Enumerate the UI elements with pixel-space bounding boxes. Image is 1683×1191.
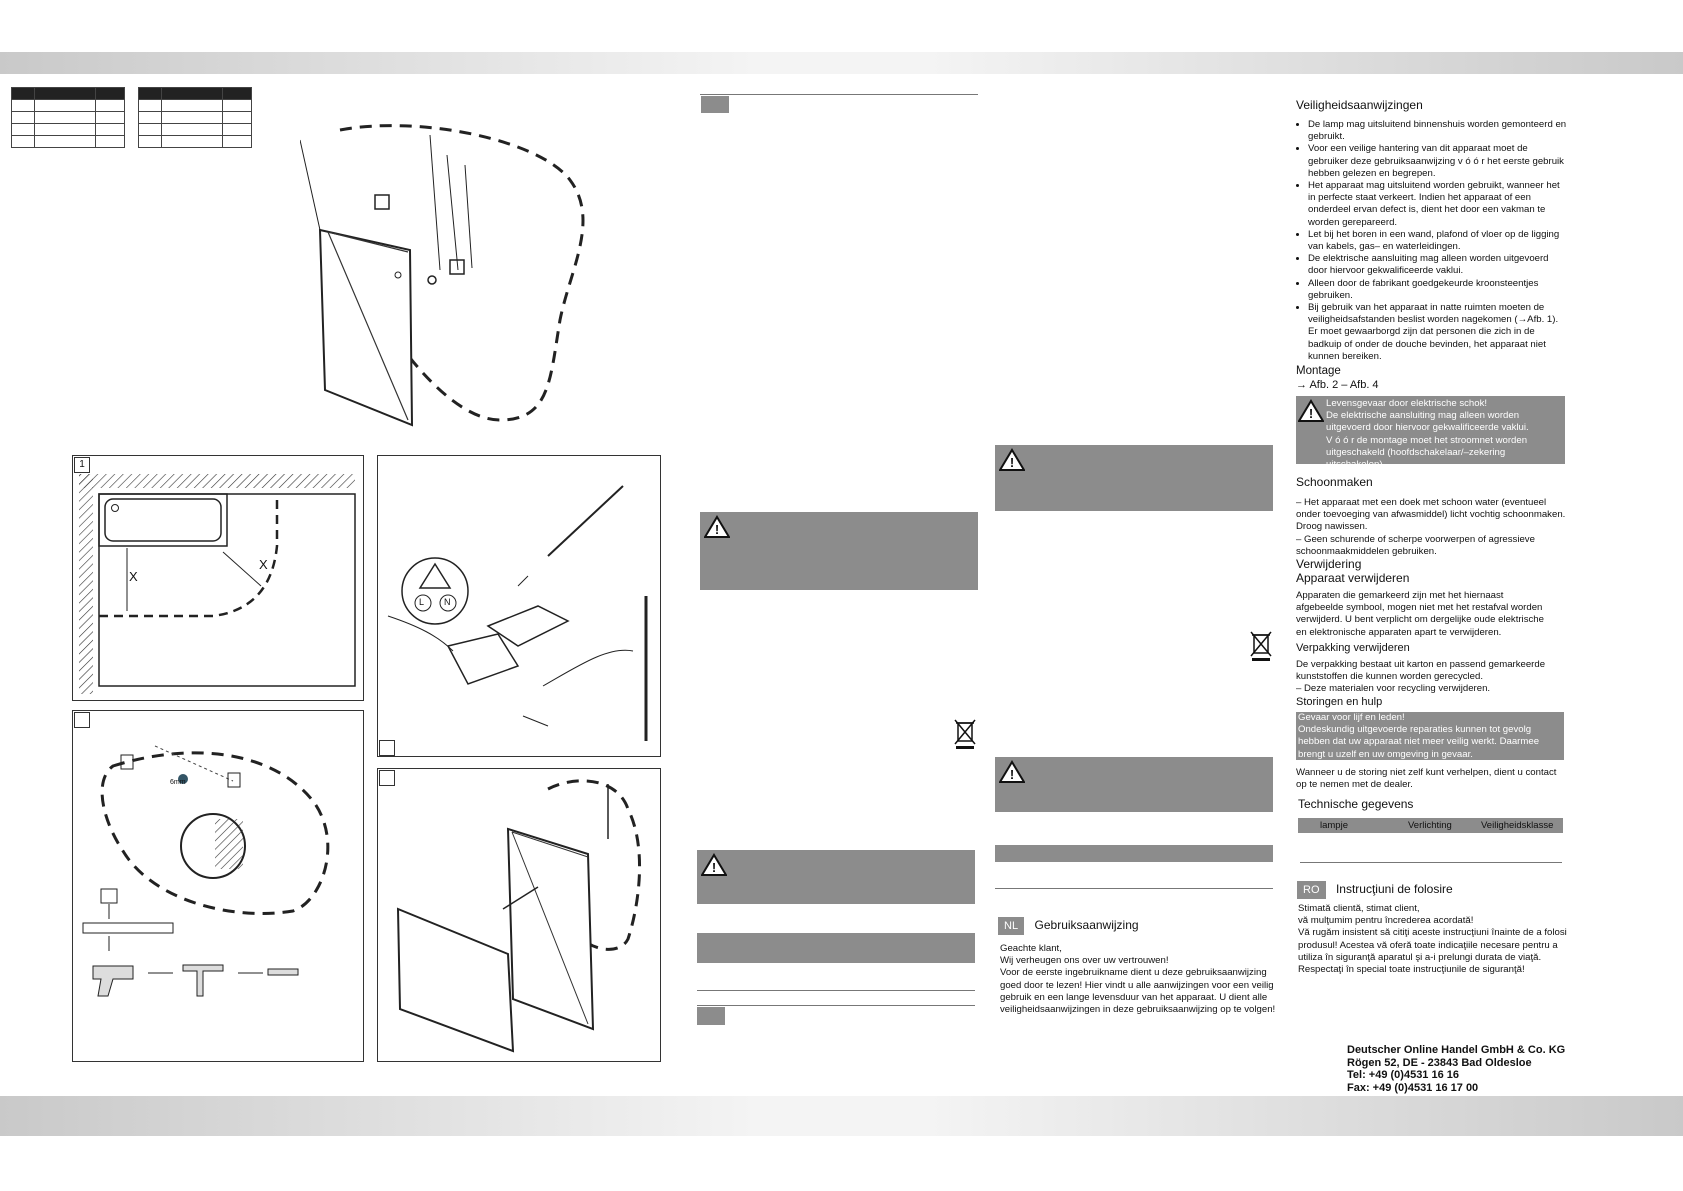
montage-warning-line: De elektrische aansluiting mag alleen worden uitgevoerd door hiervoor gekwalificeerde vaklui. bbox=[1326, 410, 1529, 434]
montage-warning-line: V ó ó r de montage moet het stroomnet worden uitgeschakeld (hoofdschakelaar/–zekering uitschakelen). bbox=[1326, 434, 1528, 471]
nl-intro bbox=[1000, 943, 1278, 1016]
packaging-title: Verpakking verwijderen bbox=[1296, 642, 1410, 654]
figure-1-panel bbox=[72, 455, 364, 701]
nl-greeting: Geachte klant, bbox=[1000, 943, 1062, 954]
ro-greeting: Stimată clientă, stimat client, bbox=[1298, 903, 1420, 914]
warning-box-1 bbox=[700, 512, 978, 590]
device-disposal-title: Apparaat verwijderen bbox=[1296, 571, 1410, 585]
safety-item: • De elektrische aansluiting mag alleen worden uitgevoerd door hiervoor gekwalificeerde vaklui. bbox=[1308, 253, 1568, 277]
dim-x-vertical: X bbox=[129, 569, 138, 584]
cleaning-text bbox=[1296, 497, 1566, 558]
faults-warning-heading: Gevaar voor lijf en leden! bbox=[1298, 712, 1405, 723]
warning-triangle-icon bbox=[999, 760, 1025, 784]
figure-2-panel bbox=[72, 710, 364, 1062]
cleaning-item: – Geen schurende of scherpe voorwerpen of agressieve schoonmaakmiddelen gebruiken. bbox=[1296, 533, 1535, 557]
nl-title: Gebruiksaanwijzing bbox=[1034, 918, 1139, 932]
ro-tag: RO bbox=[1297, 881, 1326, 899]
nl-tag: NL bbox=[998, 917, 1024, 935]
terminal-l-label: L bbox=[419, 597, 425, 607]
dim-x-diagonal: X bbox=[259, 557, 268, 572]
warning-box-4 bbox=[995, 757, 1273, 812]
drilling-illustration bbox=[73, 711, 363, 1061]
section-tag-block-1 bbox=[701, 96, 729, 113]
warning-triangle-icon bbox=[701, 853, 727, 877]
bottom-band bbox=[0, 1096, 1683, 1136]
montage-warning-text bbox=[1326, 398, 1564, 471]
tech-table-rule bbox=[1300, 862, 1562, 863]
figure-4-panel bbox=[377, 768, 661, 1062]
svg-text:!: ! bbox=[711, 860, 717, 875]
tech-header-lighting: Verlichting bbox=[1408, 820, 1452, 831]
warning-triangle-icon bbox=[704, 515, 730, 539]
rule-3 bbox=[697, 1005, 975, 1006]
packaging-description: De verpakking bestaat uit karton en passend gemarkeerde kunststoffen die kunnen worden gerecycled. bbox=[1296, 659, 1546, 683]
weee-bin-icon bbox=[953, 718, 977, 750]
warning-triangle-icon bbox=[1298, 399, 1324, 423]
rule-4 bbox=[995, 888, 1273, 889]
warning-box-3 bbox=[995, 445, 1273, 511]
tech-table-header bbox=[1298, 818, 1563, 833]
montage-title: Montage bbox=[1296, 365, 1341, 377]
svg-text:!: ! bbox=[1009, 455, 1015, 470]
montage-warning-heading: Levensgevaar door elektrische schok! bbox=[1326, 398, 1488, 409]
nl-header bbox=[998, 916, 1278, 935]
top-band bbox=[0, 52, 1683, 74]
ro-thanks: vă mulţumim pentru încrederea acordată! bbox=[1298, 915, 1474, 927]
svg-text:!: ! bbox=[1308, 406, 1314, 421]
montage-ref: → Afb. 2 – Afb. 4 bbox=[1296, 379, 1379, 391]
section-tag-block-2 bbox=[697, 1007, 725, 1025]
faults-warning-line: Ondeskundig uitgevoerde reparaties kunnen tot gevolg hebben dat uw apparaat niet meer veilig werkt. Daarmee brengt u uzelf en uw omgeving in gevaar. bbox=[1298, 724, 1540, 760]
rule-1 bbox=[700, 94, 978, 95]
safety-title: Veiligheidsaanwijzingen bbox=[1296, 98, 1423, 112]
faults-text: Wanneer u de storing niet zelf kunt verhelpen, dient u contact op te nemen met de dealer. bbox=[1296, 767, 1557, 791]
bathroom-plan-drawing bbox=[73, 456, 363, 700]
tech-header-class: Veiligheidsklasse bbox=[1481, 820, 1554, 831]
figure-3-panel bbox=[377, 455, 661, 757]
company-address bbox=[1347, 1044, 1565, 1094]
cleaning-item: – Het apparaat met een doek met schoon water (eventueel onder toevoeging van afwasmiddel) licht vochtig schoonmaken. Droog nawissen. bbox=[1296, 497, 1566, 533]
mounting-illustration bbox=[378, 769, 660, 1061]
safety-item: • De lamp mag uitsluitend binnenshuis worden gemonteerd en gebruikt. bbox=[1308, 119, 1568, 143]
parts-table-left bbox=[11, 87, 125, 148]
packaging-item: – Deze materialen voor recycling verwijderen. bbox=[1296, 683, 1491, 695]
warning-triangle-icon bbox=[999, 448, 1025, 472]
montage-warning-box bbox=[1296, 396, 1565, 471]
safety-item: • Voor een veilige hantering van dit apparaat moet de gebruiker deze gebruiksaanwijzing v ó ó r het eerste gebruik hebben gelezen en begrepen. bbox=[1308, 143, 1568, 180]
faults-warning-box bbox=[1296, 712, 1564, 760]
safety-item: • Bij gebruik van het apparaat in natte ruimten moeten de veiligheidsafstanden beslist worden nagekomen (→Afb. 1). Er moet gewaarborgd zijn dat personen die zich in de badkuip of onder de douche bevinden, het apparaat niet kunnen bereiken. bbox=[1308, 302, 1568, 363]
svg-text:!: ! bbox=[714, 522, 720, 537]
faults-title: Storingen en hulp bbox=[1296, 696, 1383, 708]
packaging-text bbox=[1296, 659, 1562, 696]
drill-size-label: 6mm bbox=[170, 779, 186, 786]
ro-instructions: Vă rugăm insistent să citiţi aceste instrucţiuni înainte de a folosi produsul! Acestea vă oferă toate indicaţiile necesare pentru a utiliza în siguranţă aparatul şi a-i prelungi durata de viaţă. bbox=[1298, 927, 1567, 963]
company-street: Rögen 52, DE - 23843 Bad Oldesloe bbox=[1347, 1056, 1532, 1069]
company-phone: Tel: +49 (0)4531 16 16 bbox=[1347, 1069, 1460, 1081]
ro-safety-note: Respectaţi în special toate instrucţiunile de siguranţă! bbox=[1298, 964, 1525, 976]
company-fax: Fax: +49 (0)4531 16 17 00 bbox=[1347, 1081, 1479, 1094]
device-disposal-text: Apparaten die gemarkeerd zijn met het hiernaast afgebeelde symbool, mogen niet met het restafval worden verwijderd. U bent verplicht om dergelijke oude elektrische en elektronische apparaten apart te verwijderen. bbox=[1296, 590, 1544, 638]
safety-item: • Het apparaat mag uitsluitend worden gebruikt, wanneer het in perfecte staat verkeert. Indien het apparaat of een onderdeel ervan defect is, dient het door een vakman te worden gerepareerd. bbox=[1308, 180, 1568, 229]
svg-text:!: ! bbox=[1009, 767, 1015, 782]
faults-warning-text bbox=[1298, 712, 1562, 761]
parts-table-right bbox=[138, 87, 252, 148]
rule-2 bbox=[697, 990, 975, 991]
ro-intro bbox=[1298, 903, 1570, 976]
tech-header-lamp: lampje bbox=[1320, 820, 1348, 831]
ro-title: Instrucţiuni de folosire bbox=[1335, 882, 1453, 896]
warning-box-2 bbox=[697, 850, 975, 904]
tech-title: Technische gegevens bbox=[1298, 797, 1414, 811]
figure-3-label bbox=[379, 740, 395, 756]
weee-bin-icon-2 bbox=[1249, 630, 1273, 662]
safety-list bbox=[1294, 119, 1568, 363]
safety-item: • Alleen door de fabrikant goedgekeurde kroonsteentjes gebruiken. bbox=[1308, 278, 1568, 302]
gray-block-1 bbox=[697, 933, 975, 963]
ro-header bbox=[1297, 880, 1567, 899]
cleaning-title: Schoonmaken bbox=[1296, 475, 1373, 489]
terminal-n-label: N bbox=[444, 597, 451, 607]
nl-thanks: Wij verheugen ons over uw vertrouwen! bbox=[1000, 955, 1169, 967]
nl-instructions: Voor de eerste ingebruikname dient u deze gebruiksaanwijzing goed door te lezen! Hier vindt u alle aanwijzingen voor een veilig gebruik en een lange levensduur van het apparaat. U dient alle veiligheidsaanwijzingen in deze gebruiksaanwijzing op te volgen! bbox=[1000, 967, 1276, 1016]
figure-1-label: 1 bbox=[74, 457, 90, 473]
safety-item: • Let bij het boren in een wand, plafond of vloer op de ligging van kabels, gas– en waterleidingen. bbox=[1308, 229, 1568, 253]
gray-block-2 bbox=[995, 845, 1273, 862]
company-name: Deutscher Online Handel GmbH & Co. KG bbox=[1347, 1044, 1566, 1056]
exploded-view-illustration bbox=[300, 120, 610, 430]
disposal-title: Verwijdering bbox=[1296, 557, 1362, 571]
